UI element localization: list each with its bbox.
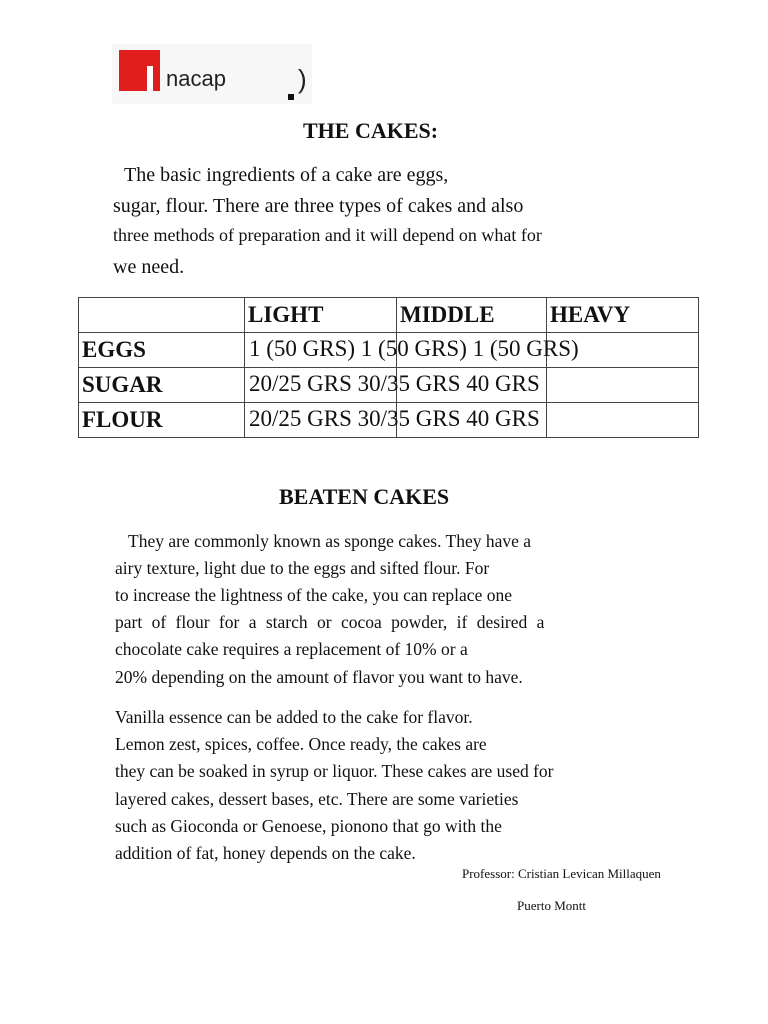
- logo-dot: [288, 94, 294, 100]
- row-values: 1 (50 GRS) 1 (50 GRS) 1 (50 GRS): [249, 336, 579, 361]
- paragraph-line: they can be soaked in syrup or liquor. These cakes are used for: [115, 761, 554, 781]
- paragraph-line: airy texture, light due to the eggs and sifted flour. For: [115, 558, 490, 578]
- paragraph-line: They are commonly known as sponge cakes. They have a: [128, 531, 532, 551]
- table-cell: [547, 368, 699, 403]
- logo-text: nacap: [166, 66, 226, 91]
- place: Puerto Montt: [517, 898, 586, 913]
- row-values-cell: [245, 368, 540, 403]
- paragraph-line: such as Gioconda or Genoese, pionono that go with the: [115, 816, 502, 836]
- row-values-cell: [245, 333, 579, 368]
- intro-line: sugar, flour. There are three types of cakes and also: [113, 195, 524, 217]
- paragraph-line: chocolate cake requires a replacement of 10% or a: [115, 639, 468, 659]
- paragraph-line: to increase the lightness of the cake, you can replace one: [115, 585, 512, 605]
- logo-mark: [119, 50, 160, 91]
- intro-line: The basic ingredients of a cake are eggs,: [124, 164, 449, 186]
- row-label: EGGS: [79, 333, 245, 368]
- paragraph-line: Vanilla essence can be added to the cake for flavor.: [115, 707, 473, 727]
- paragraph-line: part of flour for a starch or cocoa powder, if desired a: [115, 612, 545, 632]
- row-values: 20/25 GRS 30/35 GRS 40 GRS: [249, 371, 540, 396]
- logo-trailing-glyph: ): [298, 64, 307, 94]
- paragraph-line: addition of fat, honey depends on the cake.: [115, 843, 416, 863]
- row-values: 20/25 GRS 30/35 GRS 40 GRS: [249, 406, 540, 431]
- table-row: [79, 368, 699, 403]
- table-row: [79, 403, 699, 438]
- logo-mark-notch: [147, 66, 153, 91]
- paragraph-line: layered cakes, dessert bases, etc. There are some varieties: [115, 789, 519, 809]
- paragraph-line: 20% depending on the amount of flavor you want to have.: [115, 667, 523, 687]
- intro-line: three methods of preparation and it will depend on what for: [113, 225, 542, 245]
- table-header-row: [79, 298, 699, 333]
- table-row: [79, 333, 699, 368]
- table-cell: [547, 403, 699, 438]
- ingredients-table: [78, 297, 699, 438]
- row-label: FLOUR: [79, 403, 245, 438]
- page-title: THE CAKES:: [303, 118, 439, 143]
- table-header-cell: HEAVY: [547, 298, 699, 333]
- professor-signature: Professor: Cristian Levican Millaquen: [462, 866, 661, 881]
- paragraph-line: Lemon zest, spices, coffee. Once ready, the cakes are: [115, 734, 487, 754]
- table-header-cell: LIGHT: [245, 298, 397, 333]
- table-header-cell: [79, 298, 245, 333]
- row-values-cell: [245, 403, 540, 438]
- row-label: SUGAR: [79, 368, 245, 403]
- table-header-cell: MIDDLE: [397, 298, 547, 333]
- section-title: BEATEN CAKES: [279, 484, 450, 509]
- intro-line: we need.: [113, 256, 185, 278]
